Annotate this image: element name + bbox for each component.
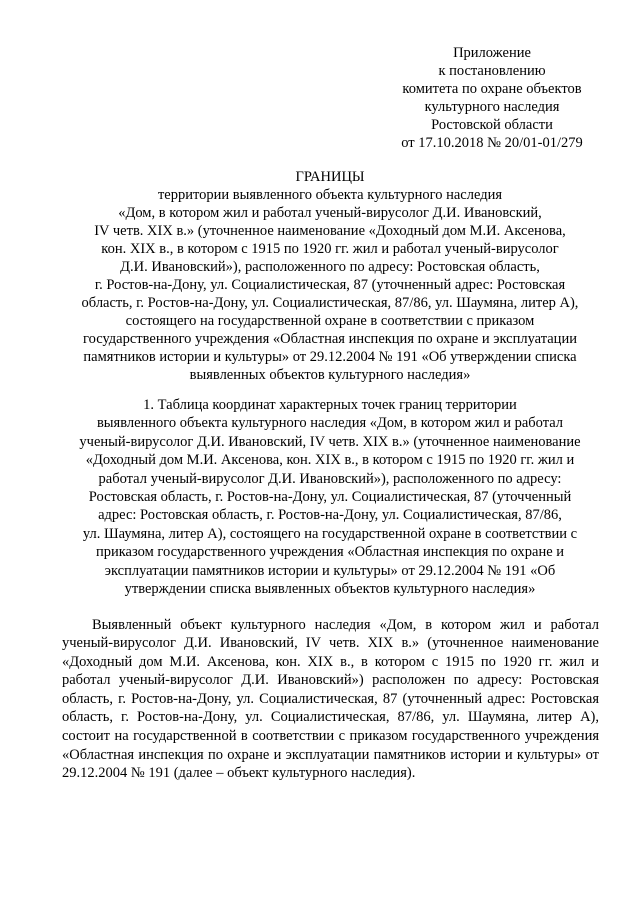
section-line: ул. Шаумяна, литер А), состоящего на государственной охране в соответствии с: [82, 525, 578, 542]
section-line: адрес: Ростовская область, г. Ростов-на-Дону, ул. Социалистическая, 87/86,: [98, 507, 562, 524]
heading-line: «Дом, в котором жил и работал ученый-вирусолог Д.И. Ивановский,: [118, 205, 542, 221]
appendix-line: Ростовской области: [431, 117, 553, 133]
appendix-line: культурного наследия: [424, 99, 560, 115]
heading-line: состоящего на государственной охране в соответствии с приказом: [125, 313, 535, 329]
body-paragraph: Выявленный объект культурного наследия «Дом, в котором жил и работал ученый-вирусолог Д.И. Ивановский, IV четв. XIX в.» (уточненное наименование «Доходный дом М.И. Аксенова, кон. XIX в., в котором с 1915 по 1920 гг. жил и работал ученый-вирусолог Д.И. Ивановский») расположен по адресу: Ростовская область, г. Ростов-на-Дону, ул. Социалистическая, 87 (уточненный адрес: Ростовская область, г. Ростов-на-Дону, ул. Социалистическая, 87/86, ул. Шаумяна, литер А), состоит на государственной в соответствии с приказом государственного учреждения «Областная инспекция по охране и эксплуатации памятников истории и культуры» от 29.12.2004 № 191 (далее – объект культурного наследия).: [62, 616, 599, 782]
heading-line: территории выявленного объекта культурного наследия: [157, 187, 503, 203]
section-line: Ростовская область, г. Ростов-на-Дону, ул. Социалистическая, 87 (уточченный: [88, 489, 572, 506]
heading-line: выявленных объектов культурного наследия»: [189, 367, 471, 383]
section-line: приказом государственного учреждения «Областная инспекция по охране и: [95, 544, 565, 561]
heading-line: область, г. Ростов-на-Дону, ул. Социалистическая, 87/86, ул. Шаумяна, литер А),: [81, 295, 579, 311]
section-line: ученый-вирусолог Д.И. Ивановский, IV четв. XIX в.» (уточненное наименование: [79, 433, 581, 450]
appendix-line: Приложение: [453, 45, 531, 61]
section-line: эксплуатации памятников истории и культуры» от 29.12.2004 № 191 «Об: [104, 562, 556, 579]
heading-line: кон. XIX в., в котором с 1915 по 1920 гг. жил и работал ученый-вирусолог: [101, 241, 559, 257]
section-line: «Доходный дом М.И. Аксенова, кон. XIX в., в котором с 1915 по 1920 гг. жил и: [85, 452, 575, 469]
heading-line: памятников истории и культуры» от 29.12.2004 № 191 «Об утверждении списка: [83, 349, 577, 365]
document-heading: [60, 168, 600, 384]
heading-line: государственного учреждения «Областная инспекция по охране и эксплуатации: [83, 331, 577, 347]
section-line: работал ученый-вирусолог Д.И. Ивановский»), расположенного по адресу:: [98, 470, 562, 487]
appendix-line: к постановлению: [438, 63, 546, 79]
document-title: ГРАНИЦЫ: [295, 169, 365, 185]
appendix-line: от 17.10.2018 № 20/01-01/279: [401, 135, 583, 151]
appendix-line: комитета по охране объектов: [402, 81, 582, 97]
section-line: 1. Таблица координат характерных точек границ территории: [143, 397, 517, 413]
appendix-block: [380, 44, 604, 152]
section-line: утверждении списка выявленных объектов культурного наследия»: [124, 581, 536, 598]
heading-line: Д.И. Ивановский»), расположенного по адресу: Ростовская область,: [120, 259, 540, 275]
heading-line: г. Ростов-на-Дону, ул. Социалистическая, 87 (уточненный адрес: Ростовская: [94, 277, 566, 293]
section-line: выявленного объекта культурного наследия «Дом, в котором жил и работал: [96, 415, 564, 432]
heading-line: IV четв. XIX в.» (уточненное наименование «Доходный дом М.И. Аксенова,: [94, 223, 566, 239]
section-1-heading: [60, 396, 600, 598]
